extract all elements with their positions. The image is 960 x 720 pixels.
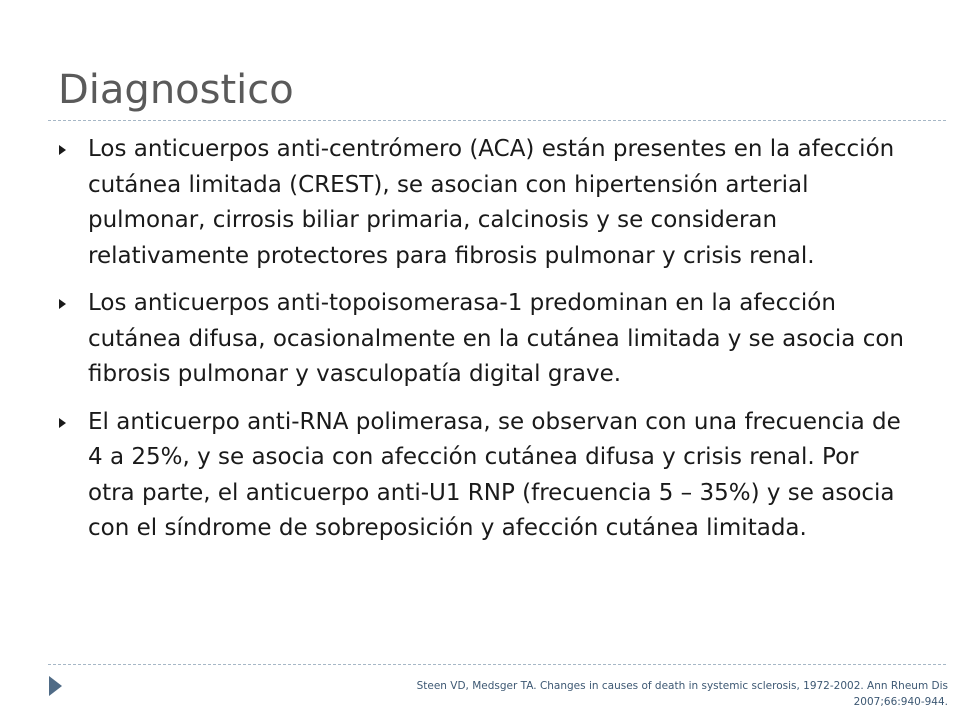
footer-divider — [48, 664, 946, 665]
bullet-arrow-icon — [59, 418, 66, 428]
title-divider — [48, 120, 946, 121]
bullet-item — [56, 405, 904, 547]
bullet-arrow-icon — [59, 299, 66, 309]
bullet-list — [56, 132, 904, 559]
citation — [308, 678, 948, 710]
bullet-arrow-icon — [59, 145, 66, 155]
bullet-item — [56, 132, 904, 274]
bullet-text: El anticuerpo anti-RNA polimerasa, se observan con una frecuencia de 4 a 25%, y se asocia con afección cutánea difusa y crisis renal. Por otra parte, el anticuerpo anti-U1 RNP (frecuencia 5 – 35%) y se asocia con el síndrome de sobreposición y afección cutánea limitada. — [88, 408, 901, 541]
bullet-item — [56, 286, 904, 393]
citation-line: Steen VD, Medsger TA. Changes in causes of death in systemic sclerosis, 1972-2002. Ann Rheum Dis — [416, 680, 948, 692]
footer-arrow-icon — [49, 676, 62, 696]
citation-line: 2007;66:940-944. — [853, 696, 948, 708]
bullet-text: Los anticuerpos anti-centrómero (ACA) están presentes en la afección cutánea limitada (CREST), se asocian con hipertensión arterial pulmonar, cirrosis biliar primaria, calcinosis y se consideran relativamente protectores para fibrosis pulmonar y crisis renal. — [88, 136, 895, 269]
bullet-text: Los anticuerpos anti-topoisomerasa-1 predominan en la afección cutánea difusa, ocasionalmente en la cutánea limitada y se asocia con fibrosis pulmonar y vasculopatía digital grave. — [88, 290, 905, 387]
slide-title: Diagnostico — [58, 67, 294, 113]
